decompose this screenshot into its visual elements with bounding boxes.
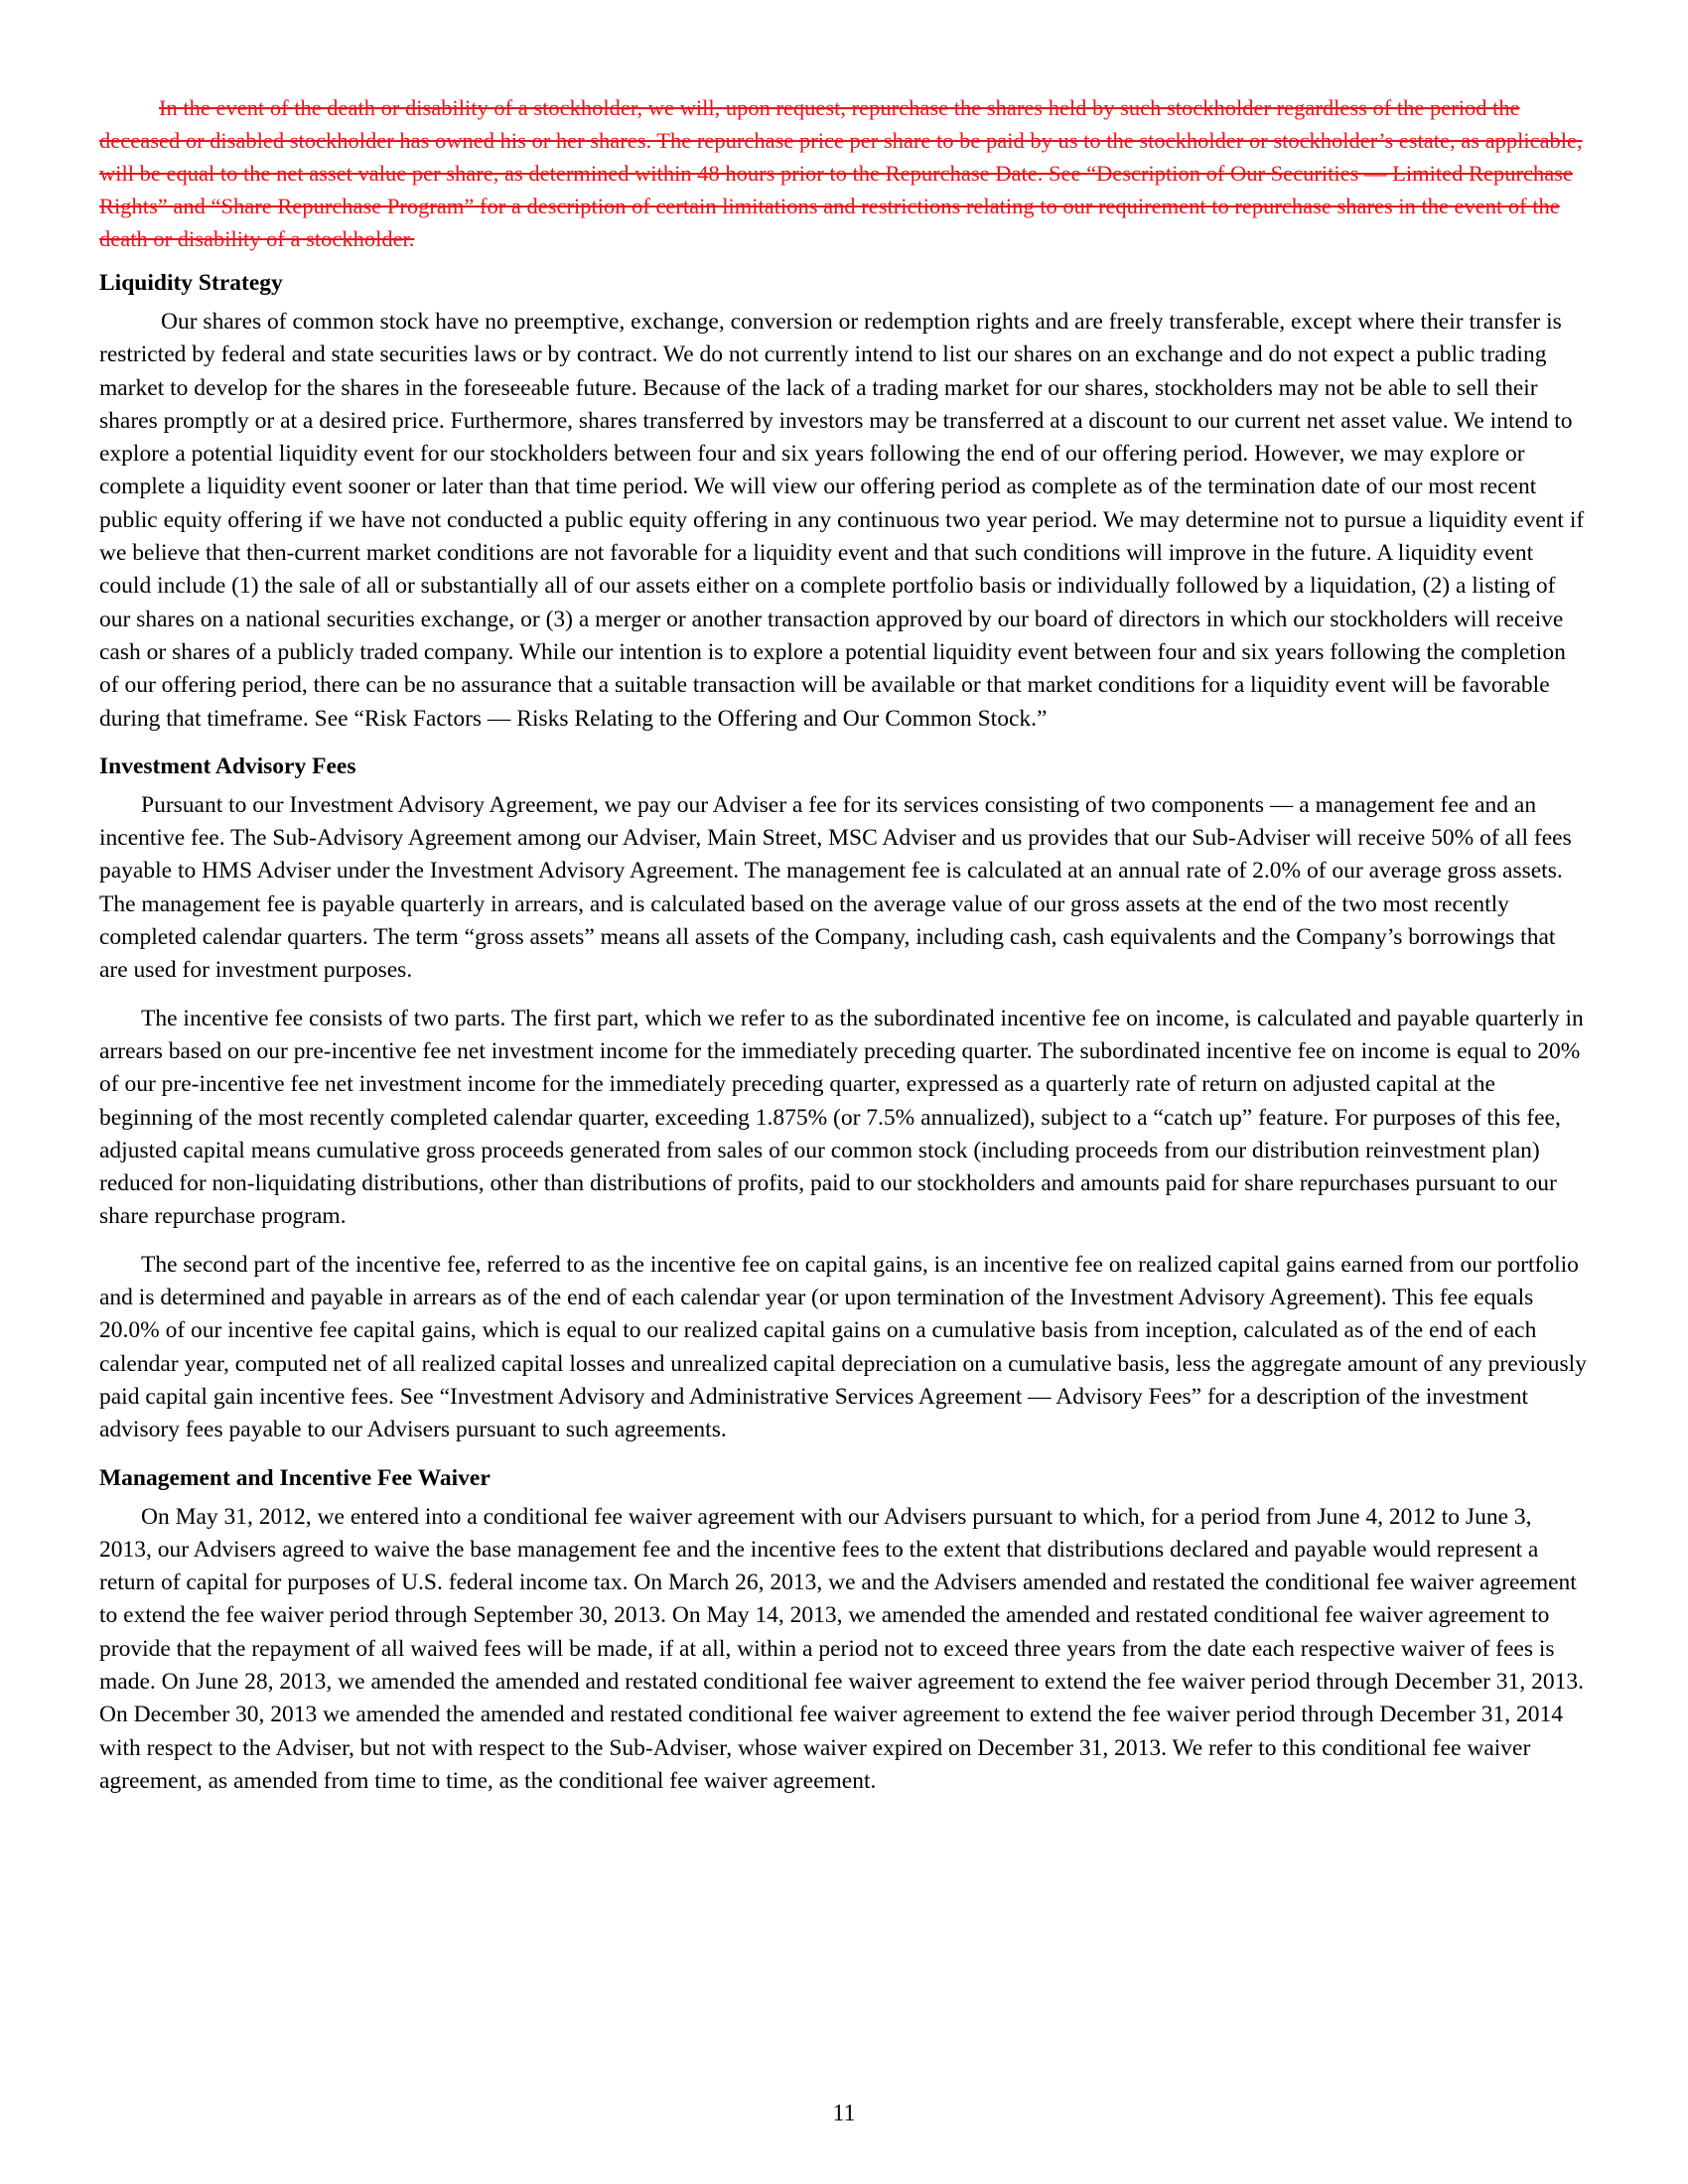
paragraph: The second part of the incentive fee, referred to as the incentive fee on capital gains, is an incentive fee on realized capital gains earned from our portfolio and is determined and payable in arrears as of the end of each calendar year (or upon termination of the Investment Advisory Agreement). This fee equals 20.0% of our incentive fee capital gains, which is equal to our realized capital gains on a cumulative basis from inception, calculated as of the end of each calendar year, computed net of all realized capital losses and unrealized capital depreciation on a cumulative basis, less the aggregate amount of any previously paid capital gain incentive fees. See “Investment Advisory and Administrative Services Agreement — Advisory Fees” for a description of the investment advisory fees payable to our Advisers pursuant to such agreements. [99,1251,1587,1443]
paragraph: On May 31, 2012, we entered into a conditional fee waiver agreement with our Advisers pursuant to which, for a period from June 4, 2012 to June 3, 2013, our Advisers agreed to waive the base management fee and the incentive fees to the extent that distributions declared and payable would represent a return of capital for purposes of U.S. federal income tax. On March 26, 2013, we and the Advisers amended and restated the conditional fee waiver agreement to extend the fee waiver period through September 30, 2013. On May 14, 2013, we amended the amended and restated conditional fee waiver agreement to provide that the repayment of all waived fees will be made, if at all, within a period not to exceed three years from the date each respective waiver of fees is made. On June 28, 2013, we amended the amended and restated conditional fee waiver agreement to extend the fee waiver period through December 31, 2013. On December 30, 2013 we amended the amended and restated conditional fee waiver agreement to extend the fee waiver period through December 31, 2014 with respect to the Adviser, but not with respect to the Sub-Adviser, whose waiver expired on December 31, 2013. We refer to this conditional fee waiver agreement, as amended from time to time, as the conditional fee waiver agreement. [99,1503,1584,1794]
section-fee-waiver [99,1462,1589,1799]
page-number: 11 [832,2101,856,2126]
section-heading: Investment Advisory Fees [99,752,356,779]
deleted-paragraph: In the event of the death or disability of a stockholder, we will, upon request, repurchase the shares held by such stockholder regardless of the period the deceased or disabled stockholder has owned his or her shares. The repurchase price per share to be paid by us to the stockholder or stockholder’s estate, as applicable, will be equal to the net asset value per share, as determined within 48 hours prior to the Repurchase Date. See “Description of Our Securities — Limited Repurchase Rights” and “Share Repurchase Program” for a description of certain limitations and restrictions relating to our requirement to repurchase shares in the event of the death or disability of a stockholder. [99,95,1583,251]
paragraph: Our shares of common stock have no preemptive, exchange, conversion or redemption rights and are freely transferable, except where their transfer is restricted by federal and state securities laws or by contract. We do not currently intend to list our shares on an exchange and do not expect a public trading market to develop for the shares in the foreseeable future. Because of the lack of a trading market for our shares, stockholders may not be able to sell their shares promptly or at a desired price. Furthermore, shares transferred by investors may be transferred at a discount to our current net asset value. We intend to explore a potential liquidity event for our stockholders between four and six years following the end of our offering period. However, we may explore or complete a liquidity event sooner or later than that time period. We will view our offering period as complete as of the termination date of our most recent public equity offering if we have not conducted a public equity offering in any continuous two year period. We may determine not to pursue a liquidity event if we believe that then-current market conditions are not favorable for a liquidity event and that such conditions will improve in the future. A liquidity event could include (1) the sale of all or substantially all of our assets either on a complete portfolio basis or individually followed by a liquidation, (2) a listing of our shares on a national securities exchange, or (3) a merger or another transaction approved by our board of directors in which our stockholders will receive cash or shares of a publicly traded company. While our intention is to explore a potential liquidity event between four and six years following the completion of our offering period, there can be no assurance that a suitable transaction will be available or that market conditions for a liquidity event will be favorable during that timeframe. See “Risk Factors — Risks Relating to the Offering and Our Common Stock.” [99,309,1585,732]
section-liquidity-strategy [99,267,1589,736]
section-heading: Management and Incentive Fee Waiver [99,1464,491,1491]
paragraph: The incentive fee consists of two parts. The first part, which we refer to as the subordinated incentive fee on income, is calculated and payable quarterly in arrears based on our pre-incentive fee net investment income for the immediately preceding quarter. The subordinated incentive fee on income is equal to 20% of our pre-incentive fee net investment income for the immediately preceding quarter, expressed as a quarterly rate of return on adjusted capital at the beginning of the most recently completed calendar quarter, exceeding 1.875% (or 7.5% annualized), subject to a “catch up” feature. For purposes of this fee, adjusted capital means cumulative gross proceeds generated from sales of our common stock (including proceeds from our distribution reinvestment plan) reduced for non-liquidating distributions, other than distributions of profits, paid to our stockholders and amounts paid for share repurchases pursuant to our share repurchase program. [99,1005,1584,1230]
section-heading: Liquidity Strategy [99,270,283,296]
paragraph: Pursuant to our Investment Advisory Agreement, we pay our Adviser a fee for its services consisting of two components — a management fee and an incentive fee. The Sub-Advisory Agreement among our Adviser, Main Street, MSC Adviser and us provides that our Sub-Adviser will receive 50% of all fees payable to HMS Adviser under the Investment Advisory Agreement. The management fee is calculated at an annual rate of 2.0% of our average gross assets. The management fee is payable quarterly in arrears, and is calculated based on the average value of our gross assets at the end of the two most recently completed calendar quarters. The term “gross assets” means all assets of the Company, including cash, cash equivalents and the Company’s borrowings that are used for investment purposes. [99,791,1572,984]
document-page [99,91,1589,1813]
section-investment-advisory-fees [99,751,1589,1447]
